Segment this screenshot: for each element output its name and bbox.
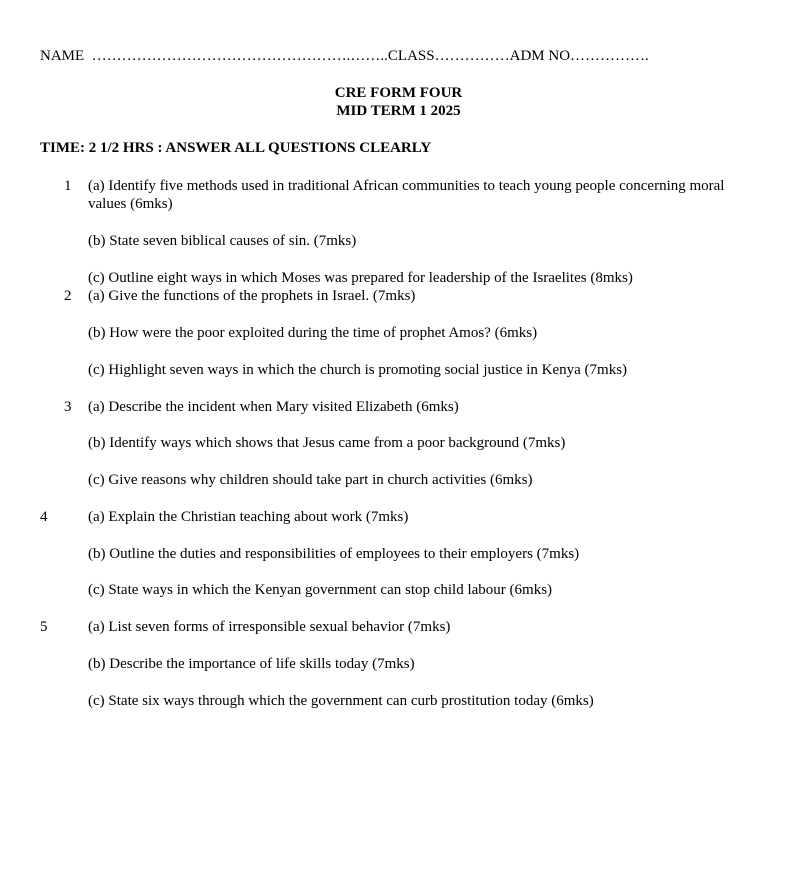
question-part: (c) State six ways through which the government can curb prostitution today (6mks) <box>88 693 594 709</box>
question-part: (b) Outline the duties and responsibilities of employees to their employers (7mks) <box>88 546 580 562</box>
question-number: 3 <box>64 399 72 415</box>
class-blank: …………… <box>434 48 510 64</box>
exam-instructions: TIME: 2 1/2 HRS : ANSWER ALL QUESTIONS CLEARLY <box>40 140 432 156</box>
exam-subtitle: MID TERM 1 2025 <box>336 103 461 119</box>
question-part: (c) Outline eight ways in which Moses was prepared for leadership of the Israelites (8mks) <box>88 270 633 286</box>
question-part: (a) Give the functions of the prophets in Israel. (7mks) <box>88 288 416 304</box>
exam-title: CRE FORM FOUR <box>334 85 463 101</box>
question-part: (a) Explain the Christian teaching about work (7mks) <box>88 509 409 525</box>
adm-blank: ……………. <box>570 48 649 64</box>
question-part: (a) List seven forms of irresponsible sexual behavior (7mks) <box>88 619 451 635</box>
student-details-line <box>40 47 649 65</box>
question-part: (a) Describe the incident when Mary visited Elizabeth (6mks) <box>88 399 459 415</box>
question-part: (c) Give reasons why children should take part in church activities (6mks) <box>88 472 533 488</box>
question-part: (a) Identify five methods used in traditional African communities to teach young people concerning moral values (6mks) <box>88 178 725 212</box>
name-blank: …………………………………………….…….. <box>87 48 388 64</box>
question-number: 5 <box>40 619 48 635</box>
question-part: (c) Highlight seven ways in which the church is promoting social justice in Kenya (7mks) <box>88 362 628 378</box>
question-number: 4 <box>40 509 48 525</box>
question-number: 1 <box>64 178 72 194</box>
question-part: (b) State seven biblical causes of sin. (7mks) <box>88 233 357 249</box>
question-part: (c) State ways in which the Kenyan government can stop child labour (6mks) <box>88 582 553 598</box>
question-part: (b) Describe the importance of life skills today (7mks) <box>88 656 415 672</box>
class-label: CLASS <box>387 48 435 64</box>
question-part: (b) Identify ways which shows that Jesus came from a poor background (7mks) <box>88 435 566 451</box>
adm-label: ADM NO <box>509 48 571 64</box>
question-number: 2 <box>64 288 72 304</box>
question-part: (b) How were the poor exploited during the time of prophet Amos? (6mks) <box>88 325 538 341</box>
name-label: NAME <box>40 48 85 64</box>
